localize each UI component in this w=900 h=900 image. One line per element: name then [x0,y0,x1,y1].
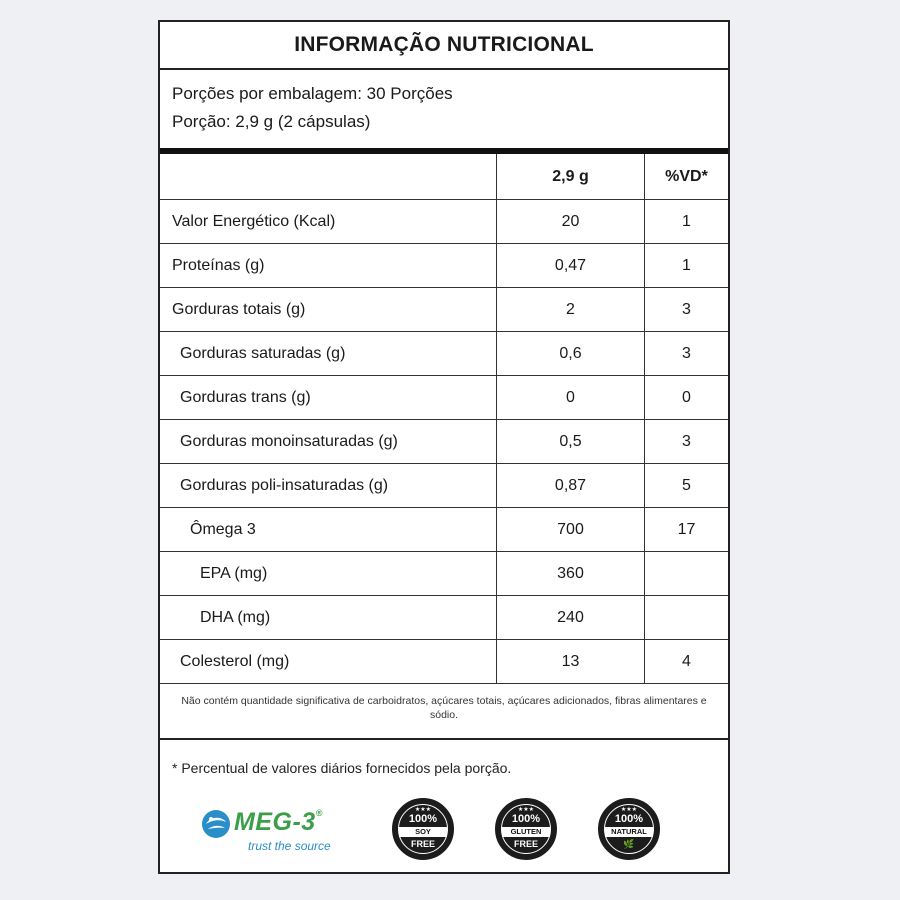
nutrient-value: 240 [497,596,645,639]
nutrient-name: DHA (mg) [160,596,497,639]
badge-band: SOY [399,827,447,837]
nutrient-vd: 5 [682,476,691,494]
badge-bottom: FREE [410,839,435,849]
nutrient-vd: 3 [682,300,691,318]
meg3-title-text: MEG-3 [234,808,316,836]
nutrient-name: EPA (mg) [160,552,497,595]
header-vd: %VD* [665,167,708,185]
daily-value-footnote: * Percentual de valores diários fornecidos pela porção. [172,760,512,776]
nutrient-value: 2 [497,288,645,331]
meg3-title [234,808,323,837]
table-row [160,640,728,684]
badge-percent: 100% [614,813,644,825]
table-row [160,552,728,596]
nutrient-name: Gorduras monoinsaturadas (g) [160,420,497,463]
table-row [160,508,728,552]
nutrient-value: 700 [497,508,645,551]
certification-logos [160,792,728,862]
soy-free-badge [392,798,454,860]
portion-info [160,70,728,154]
gluten-free-badge [495,798,557,860]
nutrient-value: 0,6 [497,332,645,375]
nutrient-name: Proteínas (g) [160,244,497,287]
nutrient-name: Gorduras saturadas (g) [160,332,497,375]
nutrient-vd: 3 [682,344,691,362]
badge-stars: ★★★ [517,807,535,813]
nutrient-vd: 4 [682,652,691,670]
meg3-subtitle: trust the source [248,839,331,853]
meg3-logo [200,808,370,858]
nutrient-value: 0,47 [497,244,645,287]
leaf-icon: 🌿 [623,839,635,849]
nutrient-vd: 3 [682,432,691,450]
nutrient-name: Gorduras poli-insaturadas (g) [160,464,497,507]
nutrient-name: Gorduras trans (g) [160,376,497,419]
nutrient-value: 0,87 [497,464,645,507]
not-significant-note: Não contém quantidade significativa de carboidratos, açúcares totais, açúcares adicionados, fibras alimentares e sódio. [160,684,728,740]
header-value: 2,9 g [497,154,645,199]
portions-per-package: Porções por embalagem: 30 Porções [172,84,453,103]
table-row [160,332,728,376]
table-row [160,244,728,288]
nutrient-value: 360 [497,552,645,595]
serving-size: Porção: 2,9 g (2 cápsulas) [172,112,371,131]
natural-badge [598,798,660,860]
nutrient-vd: 17 [677,520,696,538]
header-name [160,154,497,199]
nutrient-value: 0 [497,376,645,419]
nutrient-vd: 1 [682,212,691,230]
table-row [160,376,728,420]
panel-title: INFORMAÇÃO NUTRICIONAL [160,22,728,70]
nutrient-value: 20 [497,200,645,243]
badge-percent: 100% [511,813,541,825]
badge-band: GLUTEN [502,827,550,837]
table-row [160,596,728,640]
badge-stars: ★★★ [414,807,432,813]
nutrient-value: 13 [497,640,645,683]
nutrient-name: Valor Energético (Kcal) [160,200,497,243]
meg3-drop-icon [200,808,232,840]
badge-stars: ★★★ [620,807,638,813]
table-row [160,288,728,332]
nutrient-vd [645,552,728,595]
nutrient-name: Gorduras totais (g) [160,288,497,331]
nutrient-vd [645,596,728,639]
table-row [160,420,728,464]
badge-band: NATURAL [605,827,653,837]
table-row [160,464,728,508]
meg3-registered: ® [315,808,323,818]
badge-percent: 100% [408,813,438,825]
nutrient-vd: 0 [682,388,691,406]
nutrient-value: 0,5 [497,420,645,463]
nutrient-name: Colesterol (mg) [160,640,497,683]
badge-bottom: FREE [513,839,538,849]
table-row [160,200,728,244]
nutrient-name: Ômega 3 [160,508,497,551]
nutrient-vd: 1 [682,256,691,274]
table-header [160,154,728,200]
nutrition-facts-panel [158,20,730,874]
